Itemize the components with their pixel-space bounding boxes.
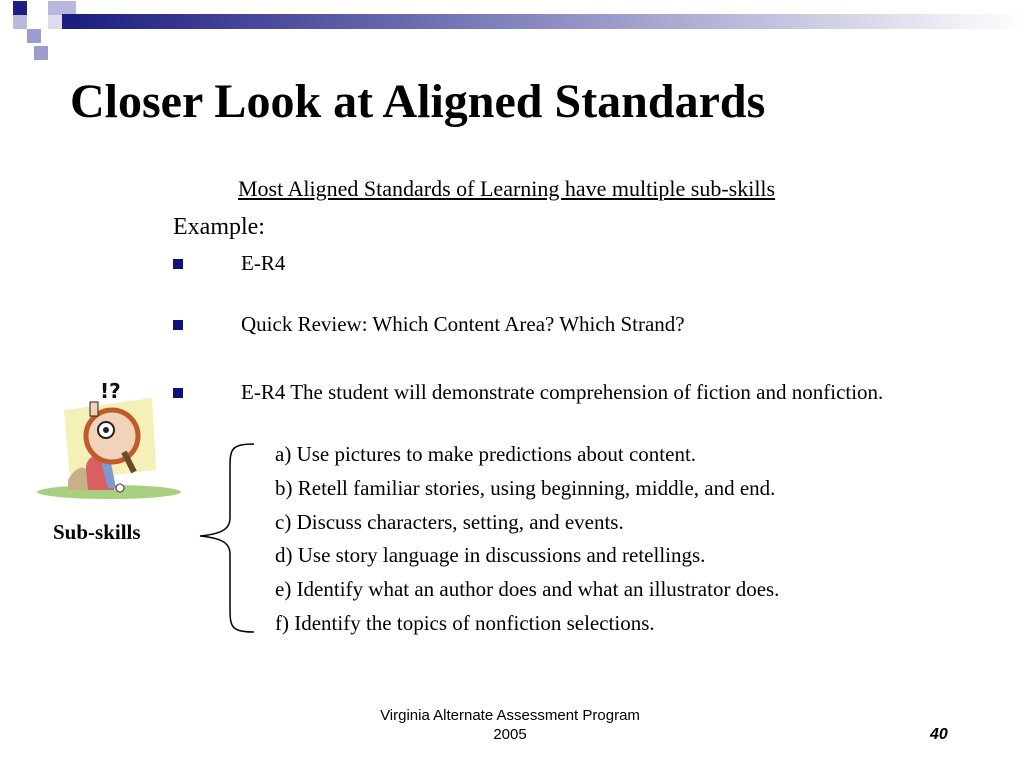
header-decoration: [0, 0, 1024, 60]
magnifying-glass-person-icon: [34, 380, 184, 504]
sub-skill-item: e) Identify what an author does and what an illustrator does.: [275, 577, 780, 601]
footer-line-1: Virginia Alternate Assessment Program: [380, 707, 640, 724]
bullet-marker: [173, 320, 183, 330]
sub-skill-item: c) Discuss characters, setting, and events.: [275, 510, 624, 534]
clipart-exclaim-question: !?: [100, 380, 121, 403]
sub-skill-item: f) Identify the topics of nonfiction selections.: [275, 611, 655, 635]
bullet-item: Quick Review: Which Content Area? Which Strand?: [241, 312, 685, 336]
sub-skills-label: Sub-skills: [53, 520, 141, 544]
slide-title: Closer Look at Aligned Standards: [70, 75, 766, 128]
curly-brace: [196, 440, 260, 636]
sub-skill-item: b) Retell familiar stories, using beginning, middle, and end.: [275, 476, 776, 500]
footer-text: [330, 706, 690, 744]
example-label: Example:: [173, 214, 265, 240]
bullet-item: E-R4 The student will demonstrate comprehension of fiction and nonfiction.: [241, 380, 884, 404]
bullet-marker: [173, 259, 183, 269]
sub-skill-item: d) Use story language in discussions and retellings.: [275, 543, 706, 567]
slide-subtitle: Most Aligned Standards of Learning have multiple sub-skills: [238, 176, 776, 201]
sub-skill-item: a) Use pictures to make predictions about content.: [275, 442, 697, 466]
page-number: 40: [930, 726, 948, 743]
footer-line-2: 2005: [493, 726, 527, 743]
bullet-item: E-R4: [241, 251, 286, 275]
